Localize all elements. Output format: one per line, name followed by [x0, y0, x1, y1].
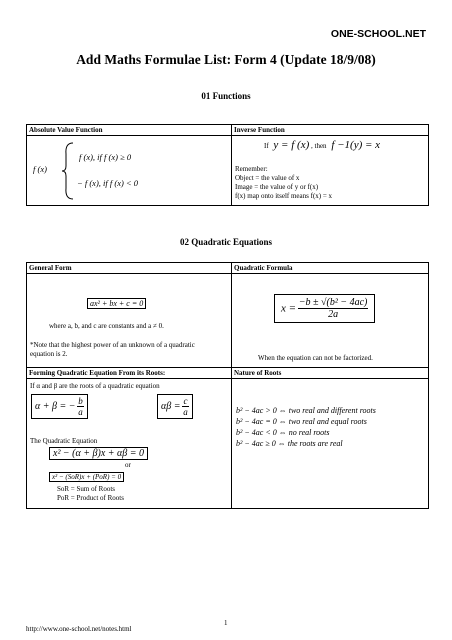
remember-object: Object = the value of x [235, 174, 300, 182]
abs-lhs: f (x) [33, 164, 47, 174]
remember-label: Remember: [235, 165, 268, 173]
prod-lhs: αβ = [161, 401, 181, 412]
por-definition: PoR = Product of Roots [57, 494, 124, 502]
section-functions-heading: 01 Functions [201, 91, 251, 101]
abs-function-header: Absolute Value Function [27, 125, 232, 136]
roots-header: Forming Quadratic Equation From its Roots: [27, 368, 232, 379]
general-note: *Note that the highest power of an unknown of a quadratic equation is 2. [30, 341, 195, 358]
nature-row: b² − 4ac = 0 ⇔ two real and equal roots [236, 417, 367, 426]
footer-url[interactable]: http://www.one-school.net/notes.html [26, 625, 132, 633]
prod-denominator: a [183, 407, 188, 417]
remember-map: f(x) map onto itself means f(x) = x [235, 192, 333, 200]
nature-row: b² − 4ac < 0 ⇔ no real roots [236, 428, 330, 437]
sum-denominator: a [78, 407, 83, 417]
quadratic-formula-box [274, 294, 375, 323]
roots-eq-2: x² − (SoR)x + (PoR) = 0 [49, 472, 124, 482]
abs-function-cell [27, 136, 232, 206]
nature-cell [232, 379, 429, 509]
formula-lhs: x = [281, 302, 297, 315]
inverse-function-header: Inverse Function [232, 125, 429, 136]
inverse-then: , then [311, 142, 327, 150]
inverse-if: If [264, 142, 269, 150]
sor-definition: SoR = Sum of Roots [57, 485, 116, 493]
sum-numerator: b [78, 396, 83, 406]
nature-row: b² − 4ac ≥ 0 ⇔ the roots are real [236, 439, 343, 448]
formula-denominator: 2a [328, 309, 339, 320]
general-form-cell [27, 274, 232, 368]
abs-case-1: f (x), if f (x) ≥ 0 [79, 152, 132, 162]
quadratic-table [26, 262, 429, 509]
sum-roots-box [31, 394, 88, 419]
roots-intro: If α and β are the roots of a quadratic equation [30, 382, 160, 390]
functions-table [26, 124, 429, 206]
roots-eq-1: x² − (α + β)x + αβ = 0 [49, 447, 148, 460]
inverse-eq-1: y = f (x) [273, 139, 310, 151]
nature-header: Nature of Roots [232, 368, 429, 379]
page-title: Add Maths Formulae List: Form 4 (Update 18/9/08) [76, 52, 376, 67]
abs-case-2: − f (x), if f (x) < 0 [77, 178, 139, 188]
roots-cell [27, 379, 232, 509]
quadratic-formula-cell [232, 274, 429, 368]
product-roots-box [157, 394, 193, 419]
quadratic-formula-header: Quadratic Formula [232, 263, 429, 274]
roots-or: or [125, 461, 131, 469]
site-name: ONE-SCHOOL.NET [330, 28, 426, 40]
sum-lhs: α + β = − [35, 401, 76, 412]
remember-image: Image = the value of y or f(x) [235, 183, 319, 191]
inverse-eq-2: f −1(y) = x [331, 139, 381, 151]
formula-numerator: −b ± √(b² − 4ac) [298, 297, 368, 308]
page-number: 1 [224, 619, 228, 627]
nature-row: b² − 4ac > 0 ⇔ two real and different roots [236, 406, 376, 415]
general-eq: ax² + bx + c = 0 [87, 298, 146, 309]
inverse-function-cell [232, 136, 429, 206]
brace-icon [61, 142, 75, 200]
section-quadratic-heading: 02 Quadratic Equations [179, 237, 273, 247]
general-where: where a, b, and c are constants and a ≠ 0. [49, 322, 164, 330]
general-form-header: General Form [27, 263, 232, 274]
prod-numerator: c [183, 396, 188, 406]
roots-eq-label: The Quadratic Equation [30, 437, 98, 445]
formula-note: When the equation can not be factorized. [258, 354, 373, 362]
